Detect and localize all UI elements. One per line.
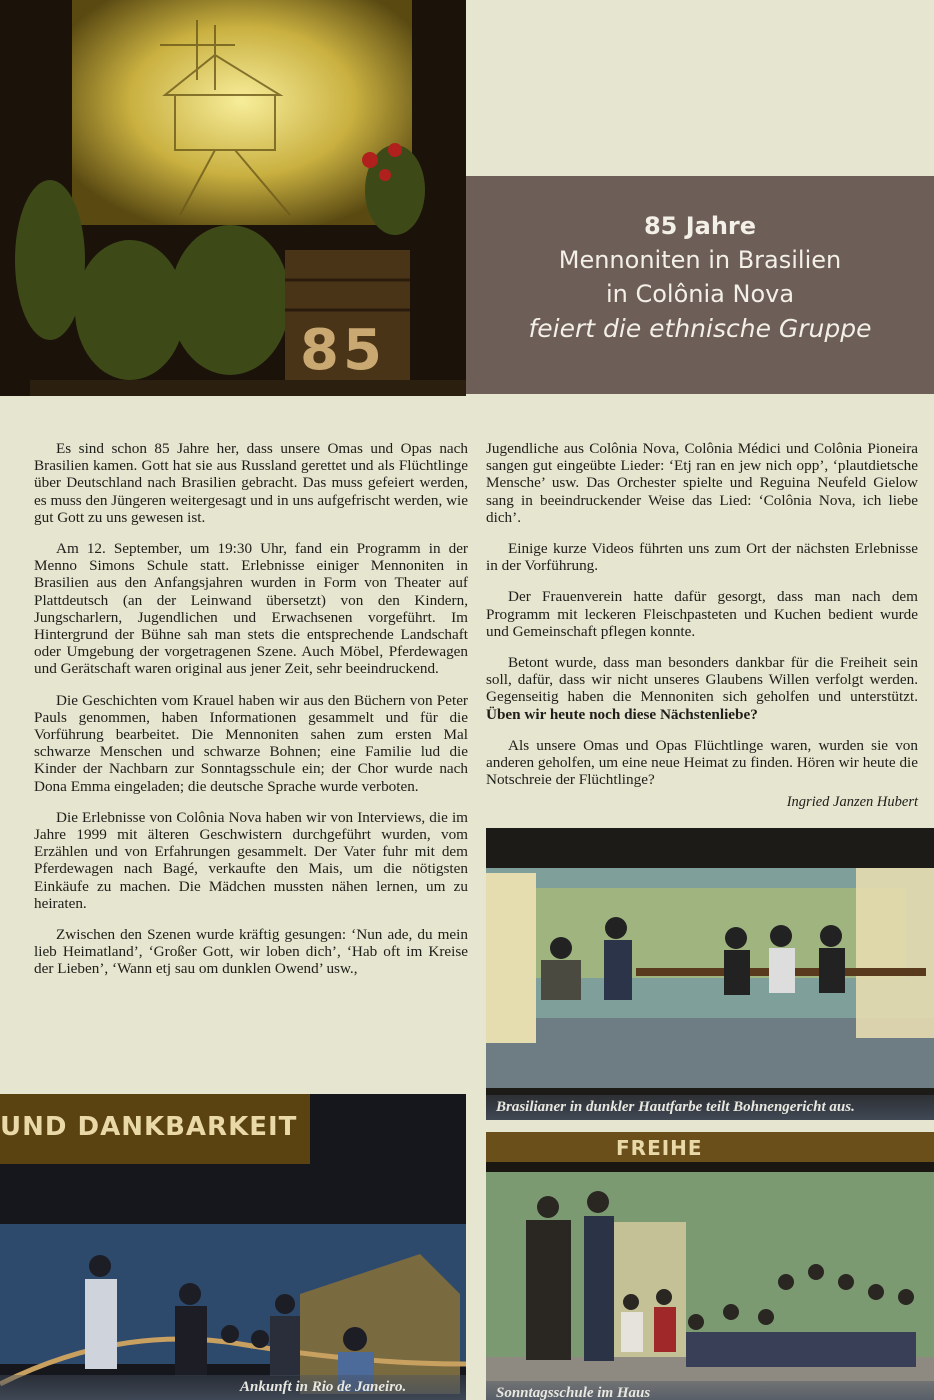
- paragraph: Die Geschichten vom Krauel haben wir aus den Büchern von Peter Pauls genommen, haben Informationen gesammelt und für die Vorführung bearbeitet. Die Mennoniten sahen zum ersten Mal schwarze Menschen und schwarze Bohnen; eine Familie lud die Kinder der Nachbarn zur Sonntagsschule ein; der Chor wurde nach Dona Emma eingeladen; die deutsche Sprache wurde verboten.: [34, 691, 468, 795]
- article-right-column: [486, 440, 918, 826]
- hero-photo: [0, 0, 466, 396]
- photo-bohnengericht: [486, 828, 934, 1120]
- stage-illustration: [0, 0, 466, 396]
- stage-banner: UND DANKBARKEIT: [0, 1112, 298, 1142]
- photo-caption: Ankunft in Rio de Janeiro.: [0, 1375, 466, 1400]
- article-left-column: [34, 440, 468, 992]
- title-line-4: feiert die ethnische Gruppe: [528, 314, 872, 343]
- paragraph: Der Frauenverein hatte dafür gesorgt, dass man nach dem Programm mit leckeren Fleischpasteten und Kuchen bedient wurde und Gemeinschaft pflegen konnte.: [486, 588, 918, 640]
- title-line-2: Mennoniten in Brasilien: [558, 246, 842, 274]
- title-line-3: in Colônia Nova: [605, 280, 795, 308]
- paragraph: Als unsere Omas und Opas Flüchtlinge waren, wurden sie von anderen geholfen, um eine neue Heimat zu finden. Hören wir heute die Notschreie der Flüchtlinge?: [486, 736, 918, 789]
- stage-banner: FREIHE: [616, 1136, 703, 1160]
- paragraph: Zwischen den Szenen wurde kräftig gesungen: ‘Nun ade, du mein lieb Heimatland’, ‘Großer Gott, wir loben dich’, ‘Hab oft im Kreise der Lieben’, ‘Wann etj sau om dunklen Owend’ usw.,: [34, 926, 468, 978]
- paragraph: [486, 654, 918, 723]
- crate-number: 85: [300, 318, 386, 383]
- paragraph: Es sind schon 85 Jahre her, dass unsere Omas und Opas nach Brasilien kamen. Gott hat sie aus Russland gerettet und als Flüchtlinge über Deutschland nach Brasilien gebracht. Das muss gefeiert werden, es muss den Jüngeren weitergesagt und in uns aufgefrischt werden, wie gut Gott zu uns gewesen ist.: [34, 440, 468, 526]
- title-box: [466, 176, 934, 394]
- photo-rio: [0, 1094, 466, 1400]
- paragraph-text: Betont wurde, dass man besonders dankbar für die Freiheit sein soll, dafür, dass wir nicht unseres Glaubens Willen verfolgt werden. Gegenseitig haben die Mennoniten sich geholfen und unterstützt.: [486, 654, 918, 706]
- author-signature: Ingried Janzen Hubert: [786, 794, 918, 811]
- paragraph: Am 12. September, um 19:30 Uhr, fand ein Programm in der Menno Simons Schule statt. Erlebnisse einiger Mennoniten in Brasilien aus den Anfangsjahren wurden in Form von Theater auf Plattdeutsch (an der Leinwand übersetzt) von den Kindern, Jungscharlern, Jugendlichen und Erwachsenen vorgeführt. Im Hintergrund der Bühne sah man stets die entsprechende Landschaft oder Umgebung der vorgetragenen Szene. Auch Möbel, Pferdewagen und Gerätschaft waren original aus jener Zeit, sehr beeindruckend.: [34, 540, 468, 678]
- paragraph: Einige kurze Videos führten uns zum Ort der nächsten Erlebnisse in der Vorführung.: [486, 540, 918, 575]
- photo-caption: Brasilianer in dunkler Hautfarbe teilt Bohnengericht aus.: [486, 1095, 934, 1120]
- stage-scene-1: [486, 828, 934, 1120]
- photo-sonntagsschule: [486, 1132, 934, 1400]
- paragraph: Die Erlebnisse von Colônia Nova haben wir von Interviews, die im Jahre 1999 mit älteren Geschwistern durchgeführt wurden, vom Erzählen und von Erfahrungen gesammelt. Der Vater fuhr mit dem Pferdewagen nach Bagé, verkaufte den Mais, um die nötigsten Einkäufe zu machen. Die Mädchen mussten nähen lernen, um zu heiraten.: [34, 808, 468, 912]
- highlighted-question: Üben wir heute noch diese Nächstenliebe?: [486, 705, 758, 723]
- stage-scene-3: [486, 1132, 934, 1400]
- title-line-1: 85 Jahre: [643, 212, 757, 240]
- top-right-background: [466, 0, 934, 176]
- paragraph: Jugendliche aus Colônia Nova, Colônia Médici und Colônia Pioneira sangen gut eingeübte Lieder: ‘Etj ran en jew nich opp’, ‘plautdietsche Mensche’ usw. Das Orchester spielte und Reguina Neufeld Gielow sang in beeindruckender Weise das Lied: ‘Colônia Nova, ich liebe dich’.: [486, 440, 918, 526]
- photo-caption: Sonntagsschule im Haus: [486, 1381, 934, 1400]
